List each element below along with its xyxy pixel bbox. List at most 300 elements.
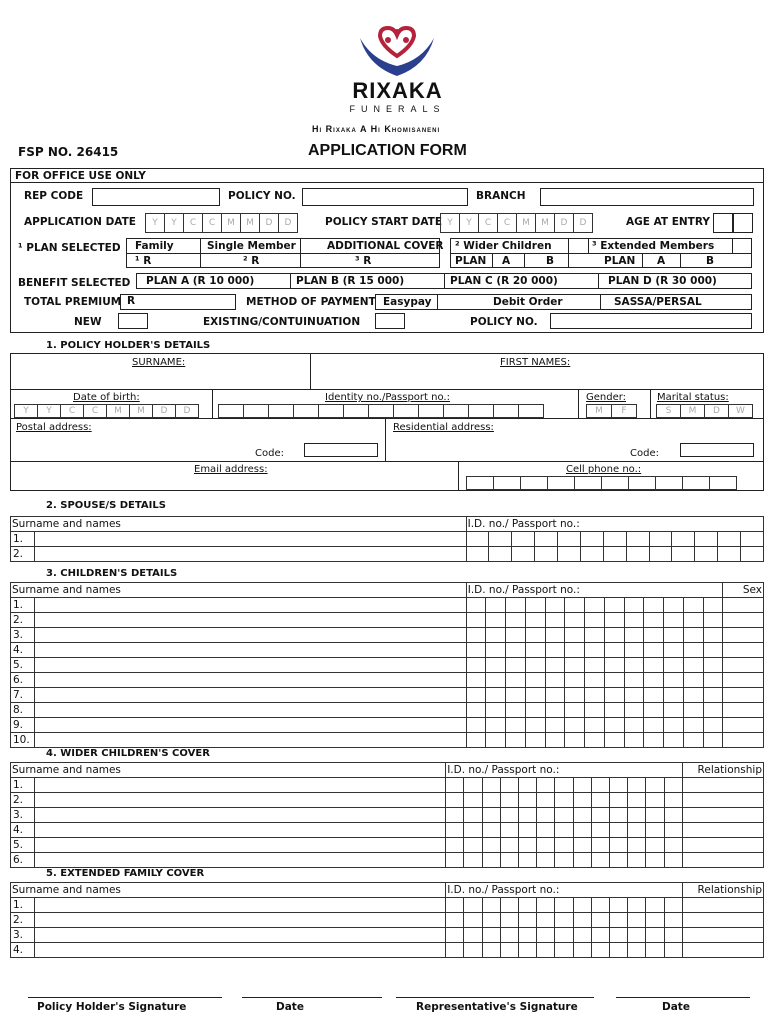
id-digit-cell[interactable]	[464, 837, 482, 852]
id-digit-cell[interactable]	[537, 792, 555, 807]
id-digit-cell[interactable]	[555, 912, 573, 927]
id-digit-cell[interactable]	[500, 777, 518, 792]
input-cell[interactable]	[243, 404, 269, 418]
id-digit-cell[interactable]	[565, 612, 585, 627]
id-digit-cell[interactable]	[703, 612, 723, 627]
id-digit-cell[interactable]	[624, 732, 644, 747]
name-cell[interactable]	[11, 927, 446, 942]
rep-signature-line[interactable]	[396, 997, 594, 998]
id-digit-cell[interactable]	[604, 687, 624, 702]
id-digit-cell[interactable]	[628, 852, 646, 867]
name-cell[interactable]	[11, 687, 467, 702]
id-digit-cell[interactable]	[610, 777, 628, 792]
id-digit-cell[interactable]	[482, 822, 500, 837]
plan-a-1[interactable]: A	[502, 255, 511, 267]
name-cell[interactable]	[11, 546, 467, 561]
id-digit-cell[interactable]	[506, 687, 526, 702]
input-cell[interactable]	[293, 404, 319, 418]
age-cell-1[interactable]	[713, 213, 733, 233]
id-digit-cell[interactable]	[664, 852, 682, 867]
name-cell[interactable]	[11, 942, 446, 957]
id-digit-cell[interactable]	[664, 672, 684, 687]
extra-cell[interactable]	[723, 597, 764, 612]
id-digit-cell[interactable]	[482, 777, 500, 792]
id-digit-cell[interactable]	[591, 912, 609, 927]
id-digit-cell[interactable]	[500, 807, 518, 822]
id-digit-cell[interactable]	[628, 792, 646, 807]
id-digit-cell[interactable]	[610, 852, 628, 867]
name-cell[interactable]	[11, 627, 467, 642]
id-digit-cell[interactable]	[555, 807, 573, 822]
input-cell[interactable]	[628, 476, 656, 490]
policy-start-date-cells[interactable]	[440, 213, 593, 233]
id-digit-cell[interactable]	[585, 717, 605, 732]
id-digit-cell[interactable]	[565, 672, 585, 687]
id-digit-cell[interactable]	[664, 642, 684, 657]
id-digit-cell[interactable]	[506, 627, 526, 642]
id-digit-cell[interactable]	[628, 912, 646, 927]
input-cell[interactable]: D	[278, 213, 298, 233]
id-digit-cell[interactable]	[466, 546, 489, 561]
id-digit-cell[interactable]	[525, 642, 545, 657]
id-digit-cell[interactable]	[565, 717, 585, 732]
input-cell[interactable]: W	[728, 404, 753, 418]
input-cell[interactable]	[268, 404, 294, 418]
id-digit-cell[interactable]	[537, 912, 555, 927]
id-digit-cell[interactable]	[555, 822, 573, 837]
input-cell[interactable]: C	[60, 404, 84, 418]
id-digit-cell[interactable]	[604, 702, 624, 717]
id-digit-cell[interactable]	[703, 657, 723, 672]
id-digit-cell[interactable]	[555, 897, 573, 912]
postal-code-field[interactable]	[304, 443, 378, 457]
id-digit-cell[interactable]	[446, 837, 464, 852]
input-cell[interactable]	[574, 476, 602, 490]
id-digit-cell[interactable]	[464, 822, 482, 837]
id-digit-cell[interactable]	[512, 531, 535, 546]
id-digit-cell[interactable]	[703, 732, 723, 747]
id-digit-cell[interactable]	[482, 852, 500, 867]
id-digit-cell[interactable]	[555, 852, 573, 867]
input-cell[interactable]	[368, 404, 394, 418]
id-digit-cell[interactable]	[545, 657, 565, 672]
id-digit-cell[interactable]	[519, 807, 537, 822]
id-digit-cell[interactable]	[525, 657, 545, 672]
id-digit-cell[interactable]	[446, 792, 464, 807]
id-digit-cell[interactable]	[644, 717, 664, 732]
id-digit-cell[interactable]	[555, 942, 573, 957]
id-digit-cell[interactable]	[646, 912, 664, 927]
id-digit-cell[interactable]	[649, 531, 672, 546]
id-digit-cell[interactable]	[537, 897, 555, 912]
id-digit-cell[interactable]	[703, 597, 723, 612]
extra-cell[interactable]	[723, 657, 764, 672]
input-cell[interactable]	[520, 476, 548, 490]
existing-checkbox[interactable]	[375, 313, 405, 329]
id-digit-cell[interactable]	[683, 642, 703, 657]
id-digit-cell[interactable]	[646, 942, 664, 957]
id-digit-cell[interactable]	[604, 612, 624, 627]
id-digit-cell[interactable]	[446, 927, 464, 942]
id-digit-cell[interactable]	[482, 927, 500, 942]
name-cell[interactable]	[11, 642, 467, 657]
id-digit-cell[interactable]	[610, 822, 628, 837]
id-digit-cell[interactable]	[446, 942, 464, 957]
id-digit-cell[interactable]	[525, 702, 545, 717]
id-digit-cell[interactable]	[466, 672, 486, 687]
id-digit-cell[interactable]	[537, 777, 555, 792]
input-cell[interactable]: M	[586, 404, 612, 418]
name-cell[interactable]	[11, 702, 467, 717]
id-digit-cell[interactable]	[573, 807, 591, 822]
id-digit-cell[interactable]	[603, 546, 626, 561]
id-digit-cell[interactable]	[573, 942, 591, 957]
input-cell[interactable]: Y	[145, 213, 165, 233]
id-digit-cell[interactable]	[558, 546, 581, 561]
name-cell[interactable]	[11, 612, 467, 627]
id-digit-cell[interactable]	[591, 837, 609, 852]
extra-cell[interactable]	[682, 837, 763, 852]
id-digit-cell[interactable]	[555, 777, 573, 792]
id-digit-cell[interactable]	[565, 702, 585, 717]
extra-cell[interactable]	[682, 807, 763, 822]
input-cell[interactable]: D	[175, 404, 199, 418]
id-digit-cell[interactable]	[585, 642, 605, 657]
id-digit-cell[interactable]	[535, 531, 558, 546]
id-digit-cell[interactable]	[646, 822, 664, 837]
id-digit-cell[interactable]	[585, 702, 605, 717]
id-digit-cell[interactable]	[486, 672, 506, 687]
id-digit-cell[interactable]	[585, 627, 605, 642]
id-digit-cell[interactable]	[683, 672, 703, 687]
id-digit-cell[interactable]	[512, 546, 535, 561]
id-digit-cell[interactable]	[537, 942, 555, 957]
id-digit-cell[interactable]	[610, 807, 628, 822]
id-digit-cell[interactable]	[703, 642, 723, 657]
id-digit-cell[interactable]	[604, 597, 624, 612]
id-digit-cell[interactable]	[628, 837, 646, 852]
id-digit-cell[interactable]	[646, 837, 664, 852]
name-cell[interactable]	[11, 837, 446, 852]
id-digit-cell[interactable]	[683, 597, 703, 612]
id-digit-cell[interactable]	[545, 597, 565, 612]
id-digit-cell[interactable]	[525, 687, 545, 702]
input-cell[interactable]: Y	[440, 213, 460, 233]
id-digit-cell[interactable]	[585, 672, 605, 687]
id-digit-cell[interactable]	[604, 642, 624, 657]
id-digit-cell[interactable]	[703, 702, 723, 717]
id-digit-cell[interactable]	[537, 822, 555, 837]
input-cell[interactable]	[655, 476, 683, 490]
id-digit-cell[interactable]	[535, 546, 558, 561]
id-digit-cell[interactable]	[628, 777, 646, 792]
id-digit-cell[interactable]	[506, 597, 526, 612]
id-digit-cell[interactable]	[500, 897, 518, 912]
input-cell[interactable]: D	[152, 404, 176, 418]
benefit-plan-c[interactable]: PLAN C (R 20 000)	[450, 275, 558, 287]
id-digit-cell[interactable]	[626, 531, 649, 546]
name-cell[interactable]	[11, 732, 467, 747]
benefit-plan-d[interactable]: PLAN D (R 30 000)	[608, 275, 717, 287]
id-digit-cell[interactable]	[585, 657, 605, 672]
id-digit-cell[interactable]	[664, 717, 684, 732]
input-cell[interactable]	[443, 404, 469, 418]
id-digit-cell[interactable]	[591, 927, 609, 942]
extra-cell[interactable]	[682, 792, 763, 807]
id-digit-cell[interactable]	[500, 852, 518, 867]
id-digit-cell[interactable]	[644, 627, 664, 642]
id-digit-cell[interactable]	[591, 852, 609, 867]
id-digit-cell[interactable]	[446, 897, 464, 912]
id-digit-cell[interactable]	[664, 837, 682, 852]
id-digit-cell[interactable]	[610, 927, 628, 942]
benefit-plan-a[interactable]: PLAN A (R 10 000)	[146, 275, 255, 287]
id-digit-cell[interactable]	[646, 852, 664, 867]
input-cell[interactable]: M	[221, 213, 241, 233]
id-digit-cell[interactable]	[525, 597, 545, 612]
id-digit-cell[interactable]	[646, 792, 664, 807]
id-digit-cell[interactable]	[519, 852, 537, 867]
id-digit-cell[interactable]	[646, 927, 664, 942]
id-digit-cell[interactable]	[624, 597, 644, 612]
id-digit-cell[interactable]	[466, 642, 486, 657]
id-digit-cell[interactable]	[482, 897, 500, 912]
id-digit-cell[interactable]	[591, 822, 609, 837]
id-digit-cell[interactable]	[486, 717, 506, 732]
id-digit-cell[interactable]	[646, 897, 664, 912]
id-digit-cell[interactable]	[624, 702, 644, 717]
policy-no-2-field[interactable]	[550, 313, 752, 329]
id-digit-cell[interactable]	[591, 897, 609, 912]
input-cell[interactable]: S	[656, 404, 681, 418]
plan-b-1[interactable]: B	[546, 255, 555, 267]
id-digit-cell[interactable]	[506, 657, 526, 672]
id-digit-cell[interactable]	[585, 612, 605, 627]
id-digit-cell[interactable]	[545, 612, 565, 627]
id-digit-cell[interactable]	[683, 687, 703, 702]
extra-cell[interactable]	[682, 912, 763, 927]
id-digit-cell[interactable]	[486, 657, 506, 672]
id-digit-cell[interactable]	[664, 912, 682, 927]
id-digit-cell[interactable]	[624, 627, 644, 642]
input-cell[interactable]: D	[259, 213, 279, 233]
id-digit-cell[interactable]	[664, 807, 682, 822]
id-digit-cell[interactable]	[486, 732, 506, 747]
payment-debit-order[interactable]: Debit Order	[493, 296, 563, 308]
id-digit-cell[interactable]	[464, 777, 482, 792]
id-digit-cell[interactable]	[489, 531, 512, 546]
id-digit-cell[interactable]	[741, 546, 764, 561]
id-digit-cell[interactable]	[486, 627, 506, 642]
id-digit-cell[interactable]	[565, 687, 585, 702]
extra-cell[interactable]	[723, 687, 764, 702]
input-cell[interactable]	[393, 404, 419, 418]
id-digit-cell[interactable]	[573, 837, 591, 852]
extra-cell[interactable]	[682, 927, 763, 942]
age-cell-2[interactable]	[733, 213, 753, 233]
payment-sassa-persal[interactable]: SASSA/PERSAL	[614, 296, 702, 308]
id-digit-cell[interactable]	[565, 657, 585, 672]
id-digit-cell[interactable]	[672, 546, 695, 561]
plan-single-member[interactable]: Single Member	[207, 240, 296, 252]
input-cell[interactable]	[547, 476, 575, 490]
input-cell[interactable]: M	[106, 404, 130, 418]
id-digit-cell[interactable]	[703, 717, 723, 732]
input-cell[interactable]: D	[704, 404, 729, 418]
id-digit-cell[interactable]	[646, 807, 664, 822]
id-digit-cell[interactable]	[466, 702, 486, 717]
input-cell[interactable]	[343, 404, 369, 418]
input-cell[interactable]: M	[516, 213, 536, 233]
plan-b-2[interactable]: B	[706, 255, 715, 267]
id-digit-cell[interactable]	[555, 837, 573, 852]
id-digit-cell[interactable]	[446, 852, 464, 867]
input-cell[interactable]: Y	[14, 404, 38, 418]
input-cell[interactable]: Y	[37, 404, 61, 418]
id-digit-cell[interactable]	[466, 612, 486, 627]
id-digit-cell[interactable]	[446, 777, 464, 792]
id-digit-cell[interactable]	[565, 627, 585, 642]
extra-cell[interactable]	[682, 852, 763, 867]
id-digit-cell[interactable]	[545, 717, 565, 732]
name-cell[interactable]	[11, 672, 467, 687]
id-digit-cell[interactable]	[565, 642, 585, 657]
id-digit-cell[interactable]	[626, 546, 649, 561]
id-digit-cell[interactable]	[489, 546, 512, 561]
benefit-plan-b[interactable]: PLAN B (R 15 000)	[296, 275, 405, 287]
id-digit-cell[interactable]	[506, 672, 526, 687]
input-cell[interactable]: D	[573, 213, 593, 233]
id-digit-cell[interactable]	[628, 822, 646, 837]
id-digit-cell[interactable]	[644, 597, 664, 612]
id-digit-cell[interactable]	[683, 612, 703, 627]
input-cell[interactable]	[318, 404, 344, 418]
input-cell[interactable]: Y	[459, 213, 479, 233]
id-digit-cell[interactable]	[603, 531, 626, 546]
input-cell[interactable]	[466, 476, 494, 490]
id-digit-cell[interactable]	[695, 546, 718, 561]
input-cell[interactable]: M	[680, 404, 705, 418]
id-digit-cell[interactable]	[573, 852, 591, 867]
input-cell[interactable]	[518, 404, 544, 418]
id-digit-cell[interactable]	[683, 717, 703, 732]
id-number-cells[interactable]	[218, 404, 544, 418]
id-digit-cell[interactable]	[610, 897, 628, 912]
id-digit-cell[interactable]	[573, 927, 591, 942]
id-digit-cell[interactable]	[664, 777, 682, 792]
id-digit-cell[interactable]	[464, 942, 482, 957]
id-digit-cell[interactable]	[537, 807, 555, 822]
id-digit-cell[interactable]	[466, 597, 486, 612]
id-digit-cell[interactable]	[537, 927, 555, 942]
input-cell[interactable]: M	[129, 404, 153, 418]
input-cell[interactable]: F	[611, 404, 637, 418]
extra-cell[interactable]	[682, 777, 763, 792]
id-digit-cell[interactable]	[664, 792, 682, 807]
id-digit-cell[interactable]	[683, 732, 703, 747]
id-digit-cell[interactable]	[545, 687, 565, 702]
id-digit-cell[interactable]	[558, 531, 581, 546]
extra-cell[interactable]	[682, 942, 763, 957]
id-digit-cell[interactable]	[664, 732, 684, 747]
id-digit-cell[interactable]	[446, 822, 464, 837]
id-digit-cell[interactable]	[466, 627, 486, 642]
id-digit-cell[interactable]	[683, 627, 703, 642]
id-digit-cell[interactable]	[525, 612, 545, 627]
id-digit-cell[interactable]	[506, 642, 526, 657]
id-digit-cell[interactable]	[604, 717, 624, 732]
id-digit-cell[interactable]	[683, 702, 703, 717]
id-digit-cell[interactable]	[703, 672, 723, 687]
cell-phone-cells[interactable]	[466, 476, 737, 490]
id-digit-cell[interactable]	[604, 627, 624, 642]
id-digit-cell[interactable]	[624, 672, 644, 687]
id-digit-cell[interactable]	[500, 822, 518, 837]
id-digit-cell[interactable]	[664, 612, 684, 627]
id-digit-cell[interactable]	[446, 807, 464, 822]
id-digit-cell[interactable]	[591, 792, 609, 807]
id-digit-cell[interactable]	[519, 792, 537, 807]
id-digit-cell[interactable]	[703, 627, 723, 642]
id-digit-cell[interactable]	[482, 837, 500, 852]
extra-cell[interactable]	[682, 822, 763, 837]
id-digit-cell[interactable]	[500, 927, 518, 942]
id-digit-cell[interactable]	[585, 597, 605, 612]
name-cell[interactable]	[11, 777, 446, 792]
input-cell[interactable]: C	[478, 213, 498, 233]
input-cell[interactable]	[418, 404, 444, 418]
id-digit-cell[interactable]	[646, 777, 664, 792]
input-cell[interactable]	[493, 476, 521, 490]
extra-cell[interactable]	[723, 642, 764, 657]
id-digit-cell[interactable]	[525, 672, 545, 687]
id-digit-cell[interactable]	[573, 777, 591, 792]
name-cell[interactable]	[11, 852, 446, 867]
id-digit-cell[interactable]	[482, 942, 500, 957]
id-digit-cell[interactable]	[500, 792, 518, 807]
id-digit-cell[interactable]	[486, 687, 506, 702]
id-digit-cell[interactable]	[466, 657, 486, 672]
id-digit-cell[interactable]	[519, 897, 537, 912]
id-digit-cell[interactable]	[628, 927, 646, 942]
id-digit-cell[interactable]	[555, 792, 573, 807]
id-digit-cell[interactable]	[718, 531, 741, 546]
name-cell[interactable]	[11, 717, 467, 732]
new-checkbox[interactable]	[118, 313, 148, 329]
id-digit-cell[interactable]	[545, 642, 565, 657]
id-digit-cell[interactable]	[610, 792, 628, 807]
id-digit-cell[interactable]	[591, 942, 609, 957]
id-digit-cell[interactable]	[464, 897, 482, 912]
id-digit-cell[interactable]	[624, 642, 644, 657]
id-digit-cell[interactable]	[649, 546, 672, 561]
input-cell[interactable]	[709, 476, 737, 490]
id-digit-cell[interactable]	[624, 717, 644, 732]
id-digit-cell[interactable]	[580, 546, 603, 561]
id-digit-cell[interactable]	[565, 732, 585, 747]
id-digit-cell[interactable]	[610, 837, 628, 852]
extra-cell[interactable]	[723, 702, 764, 717]
date-2-line[interactable]	[616, 997, 750, 998]
id-digit-cell[interactable]	[664, 597, 684, 612]
id-digit-cell[interactable]	[506, 732, 526, 747]
id-digit-cell[interactable]	[464, 912, 482, 927]
id-digit-cell[interactable]	[741, 531, 764, 546]
name-cell[interactable]	[11, 897, 446, 912]
id-digit-cell[interactable]	[519, 837, 537, 852]
id-digit-cell[interactable]	[573, 912, 591, 927]
id-digit-cell[interactable]	[537, 837, 555, 852]
